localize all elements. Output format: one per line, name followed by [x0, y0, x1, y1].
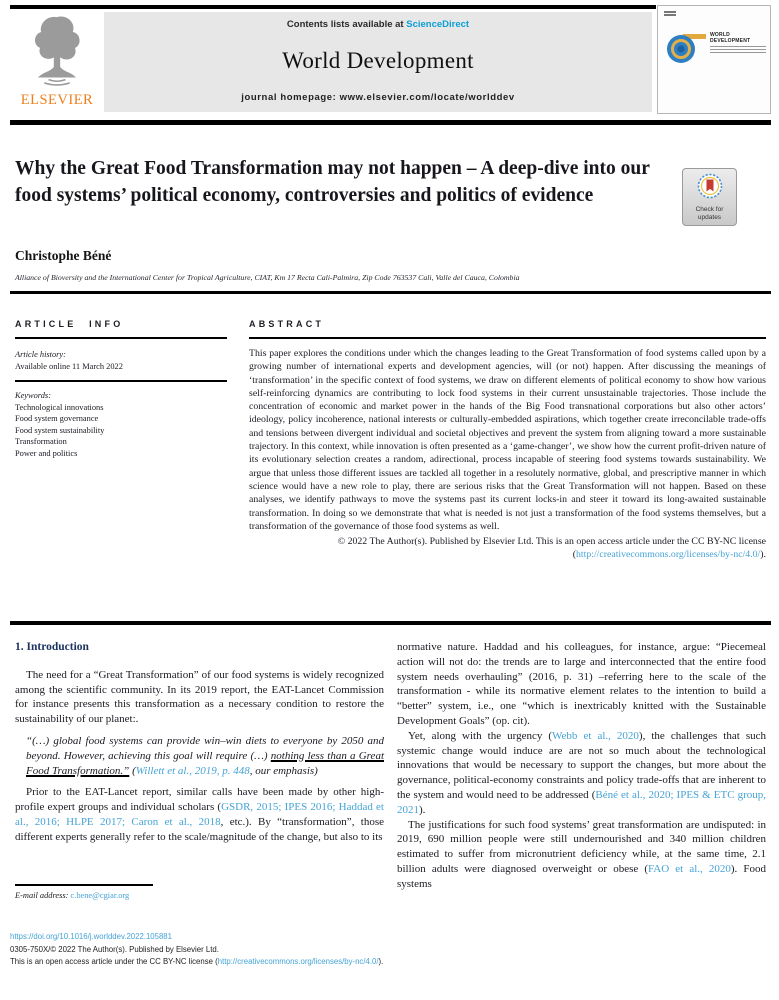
elsevier-logo[interactable]: [12, 14, 102, 114]
intro-paragraph-3: normative nature. Haddad and his colleagues, for instance, argue: “Piecemeal action will not do: the trends are to large and interconnected that the entire food system needs overhauling” (2016, p. 31) –referring here to the scale of the transformation - while its normative element relates to the intention to build a “better” system, i.e., one “which is inextricably knitted with the Sustainable Development Goals” (op. cit).: [397, 641, 766, 727]
journal-homepage-line: journal homepage: www.elsevier.com/locate/worlddev: [241, 92, 515, 103]
article-history-label: Article history:: [15, 350, 66, 359]
journal-cover-thumbnail: [657, 5, 771, 114]
keyword-item: Food system governance: [15, 414, 99, 423]
intro-paragraph-1: The need for a “Great Transformation” of our food systems is widely recognized among the scientific community. In its 2019 report, the EAT-Lancet Commission for instance presents this transformation as a necessary condition to restore the sustainability of our planet:.: [15, 668, 384, 726]
citation-willett-2019[interactable]: Willett et al., 2019, p. 448: [135, 764, 250, 777]
elsevier-wordmark: ELSEVIER: [20, 92, 94, 108]
keyword-item: Food system sustainability: [15, 425, 105, 435]
author-footnote: [15, 884, 384, 900]
imprint-footer: [10, 931, 750, 969]
email-label: E-mail address:: [15, 891, 71, 900]
top-rule: [10, 5, 656, 9]
journal-spiral-logo-icon: [664, 26, 710, 75]
abstract-heading: ABSTRACT: [249, 319, 325, 329]
abstract-text: This paper explores the conditions under which the changes leading to the Great Transformation of food systems called upon by a growing number of international experts and development agencies, will (or not) happen. After discussing the meanings of ‘transformation’ in the specific context of food systems, we draw on different elements of political economy to show how various self-reinforcing dynamics are contributing to lock food systems in their current unsustainable trajectories. Those include the concentration of economic and market power in the hands of the Big Food transnational corporations but also other actors’ ideology, policy incoherence, national interests or culturally-embedded aspirations, which together create irreconcilable trade-offs and tensions between divergent individual and societal objectives and prevent the system from aligning toward a more sustainable trajectory. In this context, while innovation is often presented as a ‘game-changer’, we show how the current profit-driven nature of its evolutionary selection creates a random, adirectional, process incapable of steering food systems towards sustainability. We argue that unless those different issues are tackled all together in a resolutely normative, global, and prescriptive manner in which science would have a new role to play, there are serious risks that the Great Transformation will not happen. Based on these analyses, we identify pathways to move the systems past its current locks-in and steer it toward its long-awaited sustainable transformation. In doing so we demonstrate that what is needed is not just a transformation of the food systems themselves, but a transformation of the governance of those food systems as well.: [249, 348, 766, 532]
body-column-right: [397, 640, 766, 892]
journal-homepage-link[interactable]: www.elsevier.com/locate/worlddev: [339, 92, 515, 103]
footnote-rule: [15, 884, 153, 886]
keyword-item: Technological innovations: [15, 402, 104, 412]
header-rule: [10, 120, 771, 125]
check-updates-label: Check for updates: [695, 206, 724, 221]
author-email-link[interactable]: c.bene@cgiar.org: [70, 891, 130, 900]
available-online-date: Available online 11 March 2022: [15, 361, 123, 371]
crossmark-icon: [697, 186, 723, 203]
body-column-left: [15, 640, 384, 845]
eat-lancet-quote: “(…) global food systems can provide win–win diets to everyone by 2050 and beyond. However, achieving this goal will require (…) nothing less than a Great Food Transformation.” (Willett et al., 2019, p. 448, our emphasis): [26, 734, 384, 777]
doi-link[interactable]: https://doi.org/10.1016/j.worlddev.2022.105881: [10, 932, 172, 941]
abstract-panel: [249, 347, 766, 562]
check-for-updates-badge[interactable]: [682, 168, 737, 226]
journal-masthead: [104, 12, 652, 112]
quote-emphasis: nothing less than a Great Food Transformation.”: [26, 749, 384, 777]
history-keywords-divider: [15, 380, 227, 382]
elsevier-tree-icon: [25, 73, 89, 90]
section-heading-introduction: 1. Introduction: [15, 641, 89, 653]
cover-journal-name: WORLD DEVELOPMENT: [710, 32, 766, 53]
abstract-copyright: © 2022 The Author(s). Published by Elsevier Ltd. This is an open access article under the CC BY-NC license (http://creativecommons.org/licenses/by-nc/4.0/).: [337, 536, 766, 561]
issn-copyright-line: 0305-750X/© 2022 The Author(s). Published by Elsevier Ltd.: [10, 944, 219, 954]
keyword-item: Transformation: [15, 437, 67, 446]
article-info-heading: ARTICLE INFO: [15, 319, 124, 329]
author-name[interactable]: Christophe Béné: [15, 248, 112, 263]
abstract-rule: [249, 337, 766, 339]
citation-webb-2020[interactable]: Webb et al., 2020: [552, 729, 639, 742]
citation-fao-2020[interactable]: FAO et al., 2020: [648, 862, 731, 875]
contents-line: Contents lists available at ScienceDirect: [286, 19, 470, 30]
citation-bene-2020[interactable]: Béné et al., 2020; IPES & ETC group, 2021: [397, 788, 766, 816]
article-title: Why the Great Food Transformation may not happen – A deep-dive into our food systems’ political economy, controversies and politics of evidence: [15, 158, 650, 206]
cover-text-lines: [710, 46, 766, 53]
license-line: This is an open access article under the CC BY-NC license (http://creativecommons.org/licenses/by-nc/4.0/).: [10, 957, 384, 966]
sciencedirect-link[interactable]: ScienceDirect: [406, 19, 470, 30]
footer-license-link[interactable]: http://creativecommons.org/licenses/by-nc/4.0/: [217, 957, 379, 966]
affiliation-rule: [10, 291, 771, 294]
abstract-bottom-rule: [10, 621, 771, 625]
author-affiliation: Alliance of Bioversity and the International Center for Tropical Agriculture, CIAT, Km 17 Recta Cali-Palmira, Zip Code 763537 Cali, Valle del Cauca, Colombia: [15, 273, 520, 282]
intro-paragraph-4: Yet, along with the urgency (Webb et al., 2020), the challenges that such systemic change would induce are are not so much about the technological innovations that would be necessary to support the changes, but more about the governance, political-economy constraints and policy trade-offs that are inherent to the system and would need to be addressed (Béné et al., 2020; IPES & ETC group, 2021).: [397, 729, 766, 816]
keyword-item: Power and politics: [15, 448, 78, 458]
article-info-rule: [15, 337, 227, 339]
journal-title: World Development: [282, 48, 474, 73]
cc-license-link[interactable]: http://creativecommons.org/licenses/by-nc/4.0/: [575, 549, 761, 561]
intro-paragraph-5: The justifications for such food systems’ great transformation are undisputed: in 2019, 690 million people were still undernourished and 340 million children estimated to suffer from micronutrient deficiency while, at the same time, 2.1 billion adults were diagnosed overweight or obese (FAO et al., 2020). Food systems: [397, 818, 766, 890]
cover-corner-marks: [664, 11, 676, 17]
keywords-label: Keywords:: [15, 391, 51, 400]
article-info-panel: [15, 349, 227, 459]
intro-paragraph-2: Prior to the EAT-Lancet report, similar calls have been made by other high-profile expert groups and individual scholars (GSDR, 2015; IPES 2016; Haddad et al., 2016; HLPE 2017; Caron et al., 2018, etc.). By “transformation”, those different experts generally refer to the scale/magnitude of the change, but also to its: [15, 786, 384, 843]
citation-group-left[interactable]: GSDR, 2015; IPES 2016; Haddad et al., 2016; HLPE 2017; Caron et al., 2018: [15, 801, 384, 828]
